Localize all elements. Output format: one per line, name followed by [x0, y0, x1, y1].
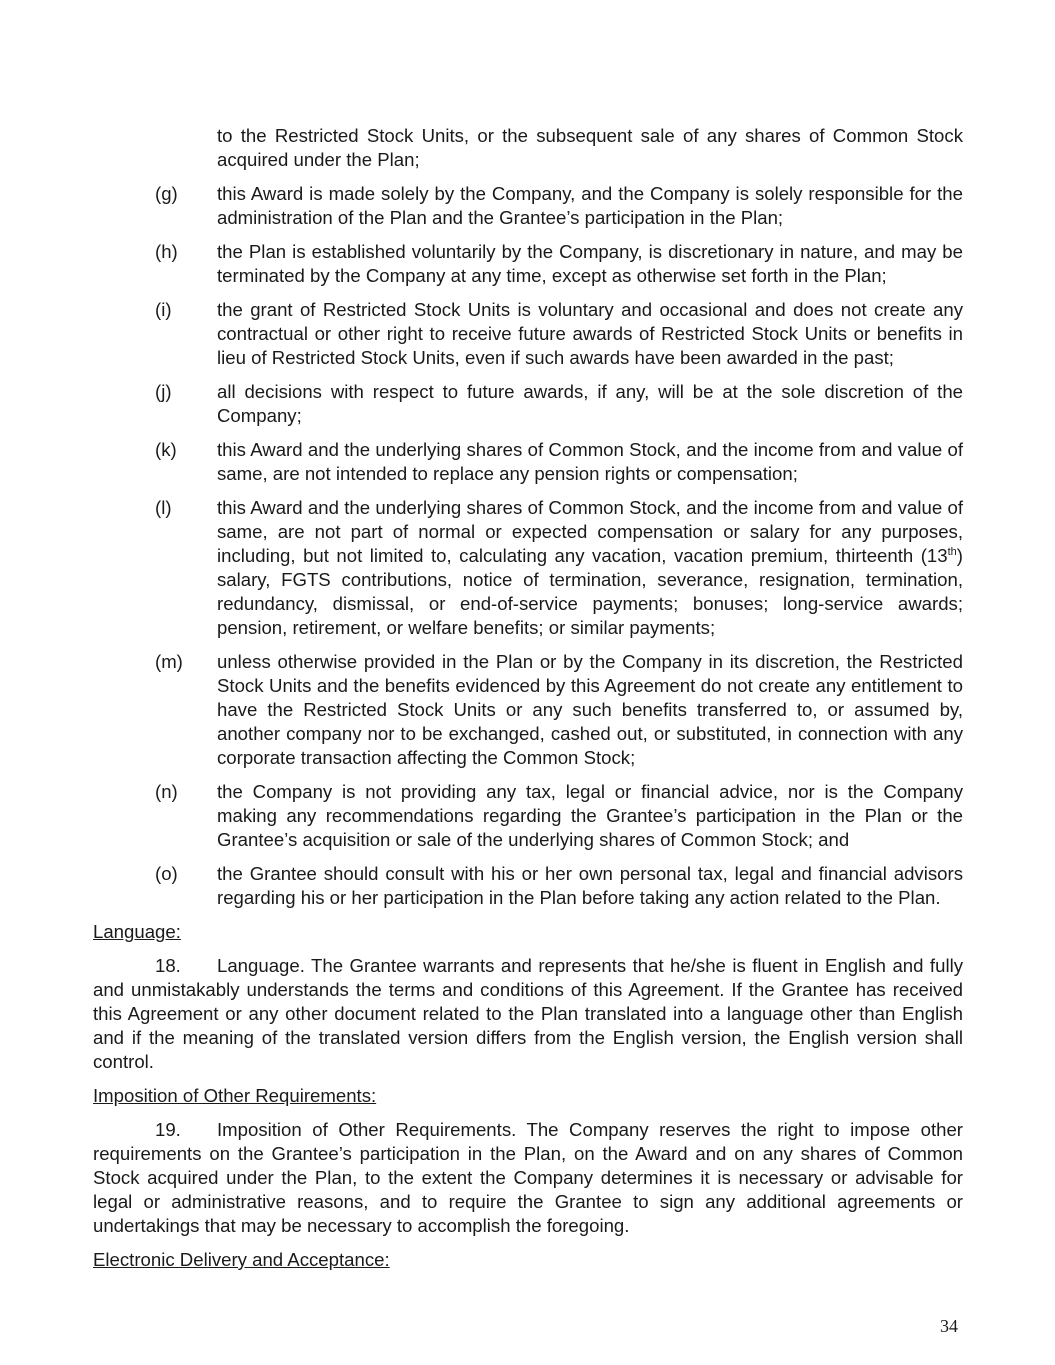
- section-heading: Imposition of Other Requirements:: [93, 1085, 377, 1106]
- item-label: (k): [155, 439, 177, 460]
- document-body: [93, 124, 963, 1272]
- item-text: the Grantee should consult with his or her own personal tax, legal and financial advisors regarding his or her participation in the Plan before taking any action related to the Plan.: [217, 863, 963, 908]
- item-label: (m): [155, 651, 183, 672]
- list-item: [93, 862, 963, 910]
- item-label: (o): [155, 863, 178, 884]
- section-number: 19.: [155, 1119, 181, 1140]
- item-text: the grant of Restricted Stock Units is voluntary and occasional and does not create any contractual or other right to receive future awards of Restricted Stock Units or benefits in lieu of Restricted Stock Units, even if such awards have been awarded in the past;: [217, 299, 963, 368]
- item-label: (l): [155, 497, 172, 518]
- list-item: [93, 496, 963, 640]
- list-item: [93, 298, 963, 370]
- section-text: Language. The Grantee warrants and represents that he/she is fluent in English and fully and unmistakably understands the terms and conditions of this Agreement. If the Grantee has received this Agreement or any other document related to the Plan translated into a language other than English and if the meaning of the translated version differs from the English version, the English version shall control.: [93, 955, 963, 1072]
- page-number: 34: [940, 1316, 958, 1336]
- section-paragraph: [93, 1118, 963, 1238]
- item-text: [217, 496, 963, 640]
- item-label: (g): [155, 183, 178, 204]
- item-label: (n): [155, 781, 178, 802]
- section-heading: Language:: [93, 921, 181, 942]
- superscript: th: [947, 545, 957, 558]
- item-text: the Plan is established voluntarily by the Company, is discretionary in nature, and may be terminated by the Company at any time, except as otherwise set forth in the Plan;: [217, 241, 963, 286]
- item-text: this Award and the underlying shares of Common Stock, and the income from and value of same, are not intended to replace any pension rights or compensation;: [217, 439, 963, 484]
- section-text: Imposition of Other Requirements. The Company reserves the right to impose other requirements on the Grantee’s participation in the Plan, on the Award and on any shares of Common Stock acquired under the Plan, to the extent the Company determines it is necessary or advisable for legal or administrative reasons, and to require the Grantee to sign any additional agreements or undertakings that may be necessary to accomplish the foregoing.: [93, 1119, 963, 1236]
- item-label: (i): [155, 299, 172, 320]
- continuation-text: to the Restricted Stock Units, or the subsequent sale of any shares of Common Stock acquired under the Plan;: [217, 125, 963, 170]
- list-item: [93, 240, 963, 288]
- item-text-part: this Award and the underlying shares of Common Stock, and the income from and value of same, are not part of normal or expected compensation or salary for any purposes, including, but not limited to, calculating any vacation, vacation premium, thirteenth (13: [217, 497, 963, 566]
- item-text: the Company is not providing any tax, legal or financial advice, nor is the Company making any recommendations regarding the Grantee’s participation in the Plan or the Grantee’s acquisition or sale of the underlying shares of Common Stock; and: [217, 781, 963, 850]
- item-text: all decisions with respect to future awards, if any, will be at the sole discretion of the Company;: [217, 381, 963, 426]
- list-item: [93, 438, 963, 486]
- section-paragraph: [93, 954, 963, 1074]
- section-number: 18.: [155, 955, 181, 976]
- item-label: (j): [155, 381, 172, 402]
- list-item: [93, 182, 963, 230]
- item-label: (h): [155, 241, 178, 262]
- item-text: this Award is made solely by the Company, and the Company is solely responsible for the administration of the Plan and the Grantee’s participation in the Plan;: [217, 183, 963, 228]
- list-item: [93, 380, 963, 428]
- list-item: [93, 780, 963, 852]
- item-text-part: ) salary, FGTS contributions, notice of termination, severance, resignation, termination, redundancy, dismissal, or end-of-service payments; bonuses; long-service awards; pension, retirement, or welfare benefits; or similar payments;: [217, 545, 963, 638]
- section-heading: Electronic Delivery and Acceptance:: [93, 1249, 390, 1270]
- item-text: unless otherwise provided in the Plan or by the Company in its discretion, the Restricted Stock Units and the benefits evidenced by this Agreement do not create any entitlement to have the Restricted Stock Units or any such benefits transferred to, or assumed by, another company nor to be exchanged, cashed out, or substituted, in connection with any corporate transaction affecting the Common Stock;: [217, 651, 963, 768]
- list-item: [93, 650, 963, 770]
